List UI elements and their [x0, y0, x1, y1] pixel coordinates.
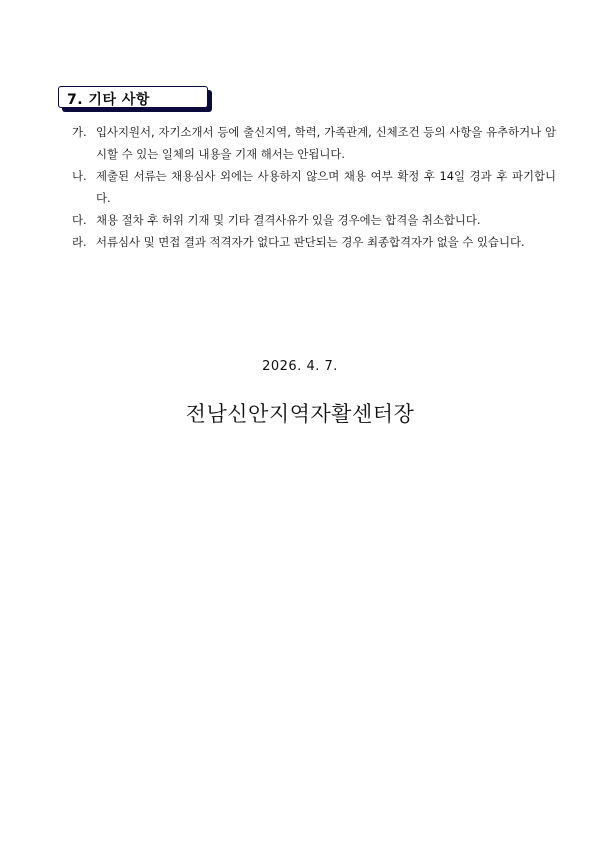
- list-item: [72, 165, 556, 209]
- heading-box-frame: [58, 86, 208, 108]
- list-item: [72, 121, 556, 165]
- section-heading-box: [58, 86, 208, 108]
- notice-list: [72, 121, 556, 253]
- list-item-text: 제출된 서류는 채용심사 외에는 사용하지 않으며 채용 여부 확정 후 14일 경과 후 파기합니다.: [96, 169, 556, 205]
- list-item-text: 채용 절차 후 허위 기재 및 기타 결격사유가 있을 경우에는 합격을 취소합니다.: [96, 213, 481, 227]
- list-item-marker: 라.: [72, 235, 87, 249]
- section-heading: 7. 기타 사항: [67, 92, 150, 108]
- list-item-text: 입사지원서, 자기소개서 등에 출신지역, 학력, 가족관계, 신체조건 등의 사항을 유추하거나 암시할 수 있는 일체의 내용을 기재 해서는 안됩니다.: [96, 125, 556, 161]
- list-item: [72, 209, 556, 231]
- list-item: [72, 231, 556, 253]
- list-item-text: 서류심사 및 면접 결과 적격자가 없다고 판단되는 경우 최종합격자가 없을 수 있습니다.: [96, 235, 525, 249]
- list-item-marker: 다.: [72, 213, 87, 227]
- list-item-marker: 나.: [72, 169, 87, 183]
- document-date: 2026. 4. 7.: [262, 359, 338, 374]
- organization-signature: 전남신안지역자활센터장: [185, 402, 415, 426]
- list-item-marker: 가.: [72, 125, 87, 139]
